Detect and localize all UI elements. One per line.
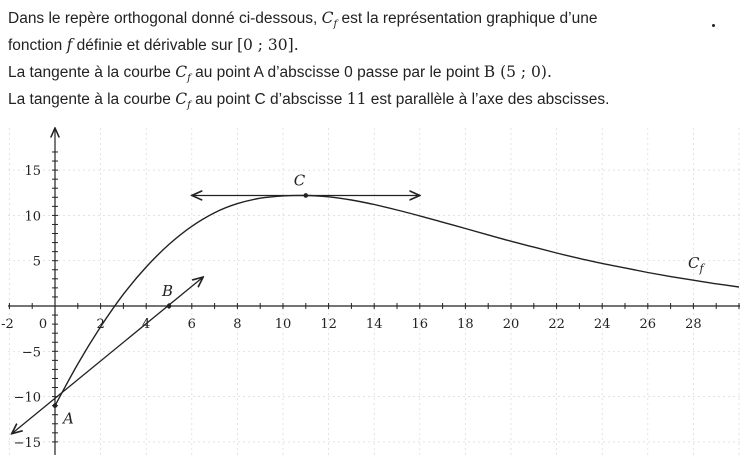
- curve-symbol: $C_f$: [321, 9, 338, 31]
- x-tick-label: 0: [38, 317, 48, 332]
- x-tick-label: 18: [457, 317, 474, 332]
- y-tick-label: −5: [21, 345, 41, 361]
- x-tick-label: 24: [593, 317, 611, 332]
- point-label-b: B: [162, 282, 174, 300]
- y-tick-label: 10: [24, 209, 41, 225]
- y-tick-label: −10: [13, 390, 41, 406]
- abscissa-c: 11: [346, 90, 367, 109]
- tangents: [12, 195, 420, 433]
- x-tick-label: 28: [685, 317, 702, 332]
- point-a: [53, 403, 58, 408]
- x-tick-label: 10: [274, 317, 292, 332]
- x-tick-label: 14: [365, 317, 383, 332]
- points: [53, 171, 706, 427]
- grid: [8, 128, 740, 455]
- point-c: [304, 193, 309, 198]
- x-tick-label: 2: [96, 317, 105, 332]
- y-tick-label: 5: [32, 254, 41, 270]
- ticks: [1, 152, 739, 451]
- x-tick-label: 16: [411, 317, 429, 332]
- x-tick-label: 26: [639, 317, 657, 332]
- axes: [8, 128, 740, 455]
- curve-label: $C_f$: [688, 254, 704, 275]
- point-label-c: C: [293, 171, 306, 190]
- x-tick-label: 6: [187, 317, 196, 332]
- y-tick-label: −15: [13, 435, 41, 451]
- x-tick-label: 12: [320, 317, 337, 332]
- interval: [0 ; 30].: [236, 36, 299, 55]
- statement-paragraph-1: Dans le repère orthogonal donné ci-dessous, $C_f$ est la représentation graphique d’une fonction f définie et dérivable sur [0 ; 30].: [8, 9, 598, 55]
- x-tick-label: -2: [1, 317, 14, 332]
- curve-cf: [55, 195, 739, 405]
- statement-paragraph-2: La tangente à la courbe $C_f$ au point A d’abscisse 0 passe par le point B (5 ; 0). La tangente à la courbe $C_f$ au point C d’abscisse 11 est parallèle à l’axe des abscisses.: [8, 63, 610, 112]
- x-tick-label: 4: [142, 317, 151, 332]
- point-b: [167, 304, 172, 309]
- point-label-a: A: [63, 409, 74, 428]
- x-tick-label: 8: [233, 317, 242, 332]
- y-tick-label: 15: [24, 164, 41, 180]
- function-symbol: f: [66, 36, 73, 55]
- x-tick-label: 20: [502, 317, 520, 332]
- x-tick-label: 22: [548, 317, 565, 332]
- point-b-coords: B (5 ; 0).: [483, 63, 552, 81]
